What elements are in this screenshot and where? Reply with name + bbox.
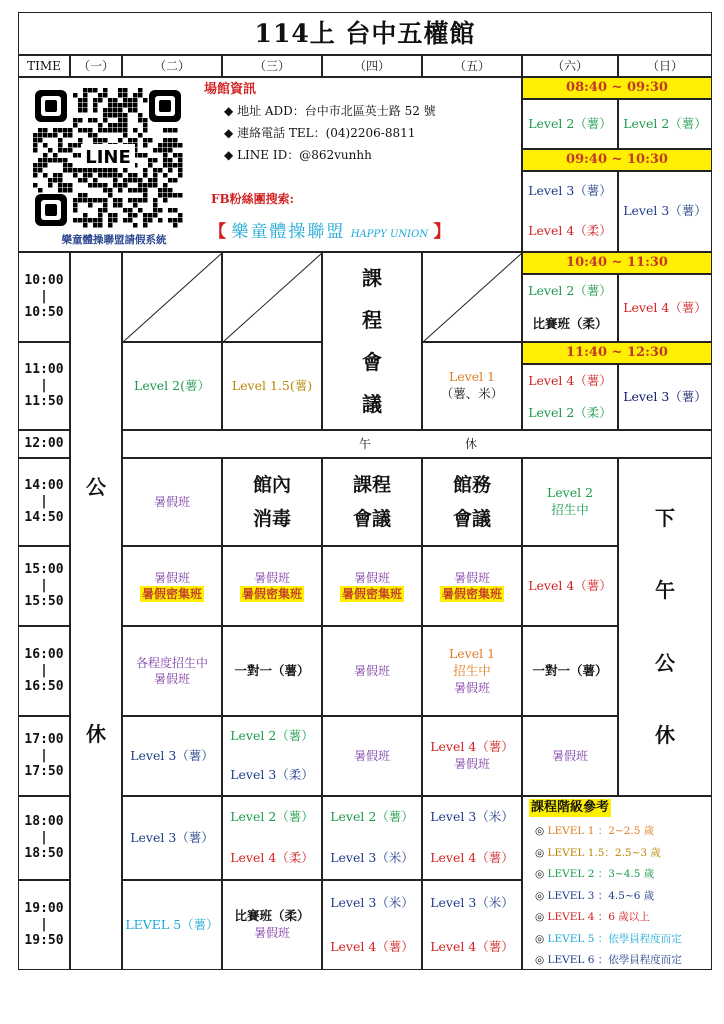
monday-closed: 公 休 [70, 252, 122, 970]
tue-1400: 暑假班 [122, 458, 222, 546]
thu-1800: Level 2（薯） Level 3（米） [322, 796, 422, 880]
sat-1040-b: 比賽班（柔） [532, 316, 608, 332]
time-1200: 12:00 [18, 430, 70, 458]
info-phone: 連絡電話 TEL：(04)2206-8811 [237, 126, 416, 140]
info-lines [224, 100, 436, 166]
wed-1700: Level 2（薯） Level 3（柔） [222, 716, 322, 796]
header-time: TIME [18, 55, 70, 77]
sunday-afternoon-closed: 下 午 公 休 [618, 458, 712, 796]
wed-1100: Level 1.5(薯) [222, 342, 322, 430]
legend-label: LEVEL 1 ：2~2.5 歲 [547, 825, 655, 837]
header-tue: （二） [122, 55, 222, 77]
sat-1140 [522, 364, 618, 430]
time-1700: 17:00 | 17:50 [18, 716, 70, 796]
thu-1400: 課程 會議 [322, 458, 422, 546]
legend-item [535, 886, 682, 908]
brand-en: HAPPY UNION [350, 229, 429, 240]
info-address: 地址 ADD：台中市北區英士路 52 號 [237, 104, 436, 118]
time-1000: 10:00 | 10:50 [18, 252, 70, 342]
header-mon: （一） [70, 55, 122, 77]
thu-course-meeting: 課 程 會 議 [322, 252, 422, 430]
lunch-break: 午 休 [122, 430, 712, 458]
wed-1600: 一對一（薯） [222, 626, 322, 716]
fri-1800: Level 3（米） Level 4（薯） [422, 796, 522, 880]
bracket-right: 】 [433, 222, 451, 242]
sun-1040: Level 4（薯） [618, 274, 712, 342]
header-fri: （五） [422, 55, 522, 77]
sun-0940: Level 3（薯） [618, 171, 712, 252]
thu-1900: Level 3（米） Level 4（薯） [322, 880, 422, 970]
sat-1500: Level 4（薯） [522, 546, 618, 626]
header-wed: （三） [222, 55, 322, 77]
bullet-icon: ◎ [535, 911, 548, 923]
bullet-icon: ◎ [535, 868, 548, 880]
qr-line-text: LINE [85, 147, 131, 168]
tue-1100: Level 2(薯） [122, 342, 222, 430]
level-legend [522, 796, 712, 970]
sat-0940-a: Level 3（薯） [528, 183, 612, 199]
qr-caption: 樂童體操聯盟請假系統 [61, 234, 167, 246]
venue-info-panel [18, 77, 522, 252]
bullet-icon: ◆ [224, 148, 234, 162]
time-1600: 16:00 | 16:50 [18, 626, 70, 716]
sat-1400: Level 2 招生中 [522, 458, 618, 546]
bullet-icon: ◎ [535, 846, 548, 859]
fb-search-label: FB粉絲團搜索: [211, 192, 295, 206]
legend-label: LEVEL 4 ：6 歲以上 [547, 911, 650, 923]
slot-time-1040: 10:40 ~ 11:30 [522, 252, 712, 274]
legend-item [535, 843, 682, 865]
legend-label: LEVEL 2 ：3~4.5 歲 [547, 868, 655, 880]
sat-1600: 一對一（薯） [522, 626, 618, 716]
time-1900: 19:00 | 19:50 [18, 880, 70, 970]
legend-list [535, 821, 682, 970]
slot-time-0940: 09:40 ~ 10:30 [522, 149, 712, 171]
tue-1700: Level 3（薯） [122, 716, 222, 796]
page-title: 114上 台中五權館 [18, 12, 712, 55]
tue-1000-empty [122, 252, 222, 342]
info-heading: 場館資訊 [204, 82, 257, 97]
fri-1600: Level 1 招生中 暑假班 [422, 626, 522, 716]
bullet-icon: ◎ [535, 954, 548, 966]
bullet-icon: ◎ [535, 932, 548, 945]
bullet-icon: ◆ [224, 126, 234, 140]
sat-0840: Level 2（薯） [522, 99, 618, 149]
legend-item [535, 864, 682, 886]
qr-code-image [33, 88, 183, 228]
slot-time-0840: 08:40 ~ 09:30 [522, 77, 712, 99]
sat-1140-b: Level 2（柔） [528, 404, 612, 420]
sat-1040 [522, 274, 618, 342]
sat-1140-a: Level 4（薯） [528, 372, 612, 388]
sun-1140: Level 3（薯） [618, 364, 712, 430]
bullet-icon: ◎ [535, 889, 548, 902]
sat-1700: 暑假班 [522, 716, 618, 796]
legend-label: LEVEL 5 ：依學員程度而定 [547, 932, 682, 945]
tue-1900: LEVEL 5（薯） [122, 880, 222, 970]
brand-name: 樂童體操聯盟 [231, 222, 346, 242]
bullet-icon: ◆ [224, 104, 234, 118]
fri-1700: Level 4（薯） 暑假班 [422, 716, 522, 796]
header-thu: （四） [322, 55, 422, 77]
fri-1500: 暑假班 暑假密集班 [422, 546, 522, 626]
wed-1500: 暑假班 暑假密集班 [222, 546, 322, 626]
time-1400: 14:00 | 14:50 [18, 458, 70, 546]
sat-0940 [522, 171, 618, 252]
bracket-left: 【 [209, 222, 226, 242]
info-line-id: LINE ID：@862vunhh [237, 148, 372, 162]
header-sat: （六） [522, 55, 618, 77]
fri-1100: Level 1 （薯、米） [422, 342, 522, 430]
legend-label: LEVEL 3 ：4.5~6 歲 [547, 889, 655, 902]
fri-1400: 館務 會議 [422, 458, 522, 546]
legend-label: LEVEL 1.5：2.5~3 歲 [547, 846, 661, 859]
bullet-icon: ◎ [535, 825, 548, 837]
time-1800: 18:00 | 18:50 [18, 796, 70, 880]
tue-1600: 各程度招生中 暑假班 [122, 626, 222, 716]
tue-1800: Level 3（薯） [122, 796, 222, 880]
legend-item [535, 821, 682, 843]
legend-item [535, 929, 682, 951]
thu-1500: 暑假班 暑假密集班 [322, 546, 422, 626]
legend-title: 課程階級參考 [531, 800, 610, 815]
thu-1700: 暑假班 [322, 716, 422, 796]
fb-brand [209, 221, 450, 244]
legend-label: LEVEL 6 ：依學員程度而定 [547, 954, 682, 966]
sat-0940-b: Level 4（柔） [528, 222, 612, 238]
tue-1500: 暑假班 暑假密集班 [122, 546, 222, 626]
legend-item [535, 950, 682, 970]
fri-1000-empty [422, 252, 522, 342]
wed-1900: 比賽班（柔） 暑假班 [222, 880, 322, 970]
header-sun: （日） [618, 55, 712, 77]
legend-item [535, 907, 682, 929]
fri-1900: Level 3（米） Level 4（薯） [422, 880, 522, 970]
wed-1400: 館內 消毒 [222, 458, 322, 546]
time-1500: 15:00 | 15:50 [18, 546, 70, 626]
time-1100: 11:00 | 11:50 [18, 342, 70, 430]
sat-1040-a: Level 2（薯） [528, 283, 612, 299]
sun-0840: Level 2（薯） [618, 99, 712, 149]
wed-1800: Level 2（薯） Level 4（柔） [222, 796, 322, 880]
slot-time-1140: 11:40 ~ 12:30 [522, 342, 712, 364]
thu-1600: 暑假班 [322, 626, 422, 716]
wed-1000-empty [222, 252, 322, 342]
